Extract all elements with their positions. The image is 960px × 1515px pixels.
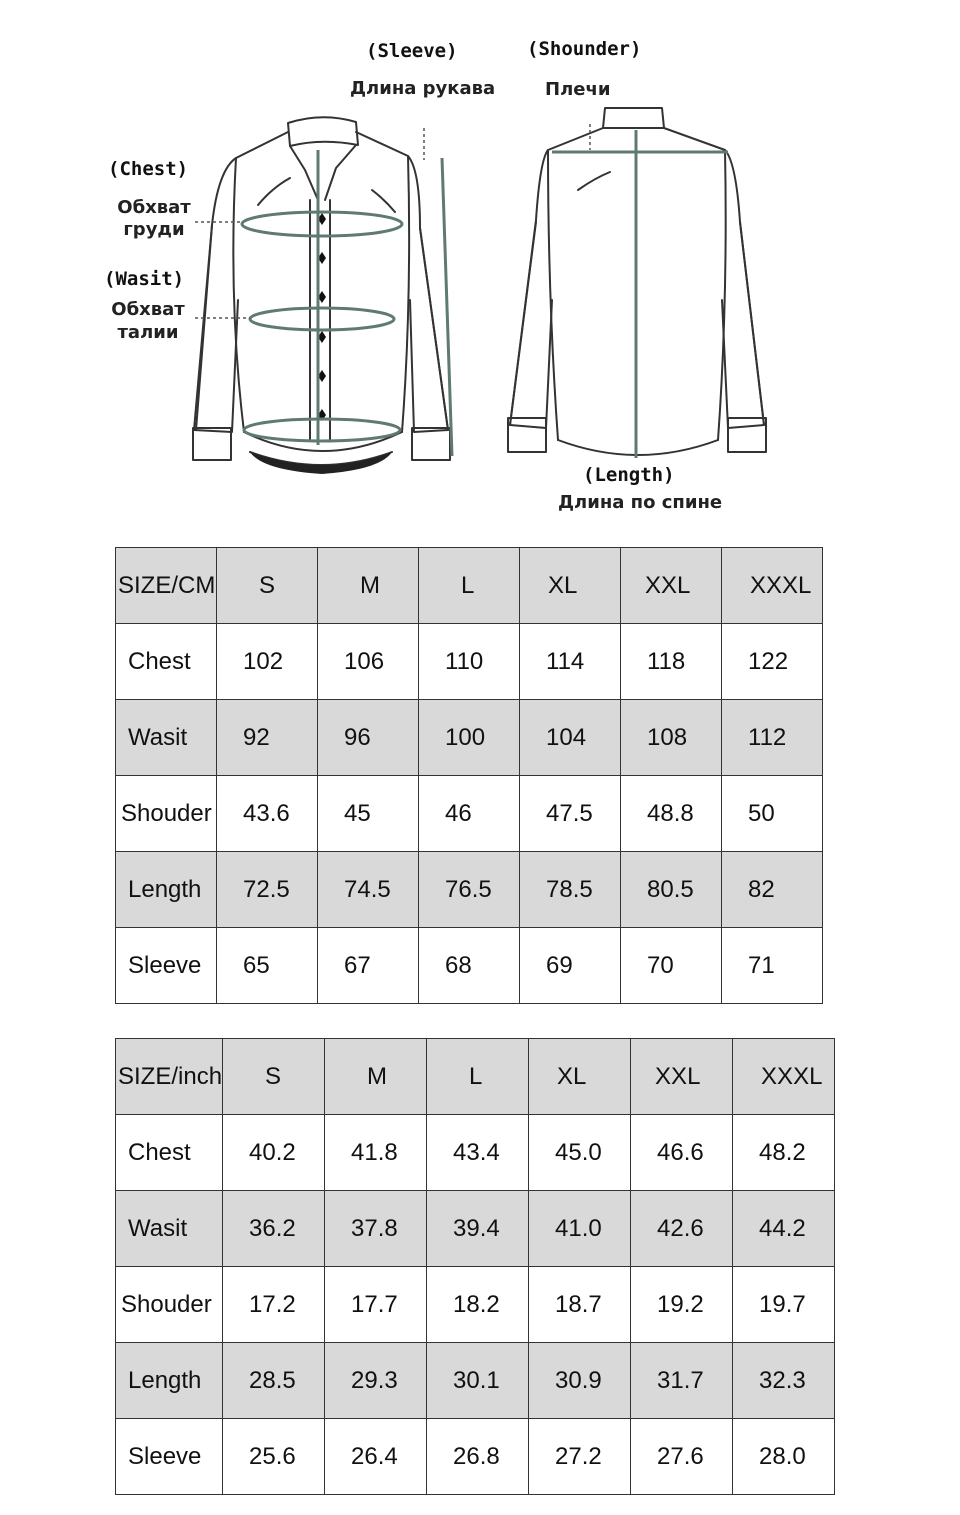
row-label: Sleeve [116, 1419, 223, 1495]
table-cell: 29.3 [325, 1343, 427, 1419]
table-cell: 50 [722, 776, 823, 852]
row-label: Length [116, 852, 217, 928]
chest-label-en: (Chest) [108, 158, 189, 180]
table-cell: 18.7 [529, 1267, 631, 1343]
table-cell: 25.6 [223, 1419, 325, 1495]
waist-label-en: (Wasit) [104, 268, 185, 290]
table-cell: 48.8 [621, 776, 722, 852]
table-cell: 47.5 [520, 776, 621, 852]
table-cell: 112 [722, 700, 823, 776]
size-table-cm [115, 547, 823, 1004]
row-label: Chest [116, 624, 217, 700]
table-cell: 74.5 [318, 852, 419, 928]
table-cell: 32.3 [733, 1343, 835, 1419]
header-cell: XL [529, 1039, 631, 1115]
header-cell: L [419, 548, 520, 624]
header-cell: XXXL [733, 1039, 835, 1115]
table-cell: 41.0 [529, 1191, 631, 1267]
table-cell: 70 [621, 928, 722, 1004]
row-label: Wasit [116, 700, 217, 776]
table-cell: 26.4 [325, 1419, 427, 1495]
table-cell: 82 [722, 852, 823, 928]
table-cell: 42.6 [631, 1191, 733, 1267]
table-cell: 118 [621, 624, 722, 700]
header-cell: XXL [631, 1039, 733, 1115]
table-cell: 43.6 [217, 776, 318, 852]
table-cell: 45.0 [529, 1115, 631, 1191]
row-label: Chest [116, 1115, 223, 1191]
size-table-inch [115, 1038, 835, 1495]
waist-label-ru-1: Обхват [111, 299, 185, 320]
table-cell: 108 [621, 700, 722, 776]
header-cell: M [318, 548, 419, 624]
shirt-tail-shading [250, 452, 392, 474]
table-cell: 45 [318, 776, 419, 852]
row-label: Wasit [116, 1191, 223, 1267]
table-cell: 69 [520, 928, 621, 1004]
table-header-row [116, 548, 823, 624]
table-row [116, 1343, 835, 1419]
pointer-lines [195, 124, 590, 318]
header-cell: SIZE/inch [116, 1039, 223, 1115]
table-cell: 122 [722, 624, 823, 700]
table-cell: 114 [520, 624, 621, 700]
header-cell: XL [520, 548, 621, 624]
table-cell: 37.8 [325, 1191, 427, 1267]
table-cell: 46.6 [631, 1115, 733, 1191]
table-cell: 46 [419, 776, 520, 852]
table-cell: 104 [520, 700, 621, 776]
table-row [116, 700, 823, 776]
table-cell: 80.5 [621, 852, 722, 928]
table-row [116, 1267, 835, 1343]
table-cell: 67 [318, 928, 419, 1004]
chest-label-ru-1: Обхват [117, 197, 191, 218]
table-cell: 31.7 [631, 1343, 733, 1419]
table-row [116, 852, 823, 928]
table-cell: 39.4 [427, 1191, 529, 1267]
table-cell: 92 [217, 700, 318, 776]
table-row [116, 1115, 835, 1191]
row-label: Length [116, 1343, 223, 1419]
table-cell: 100 [419, 700, 520, 776]
table-cell: 96 [318, 700, 419, 776]
table-cell: 72.5 [217, 852, 318, 928]
chest-label-ru-2: груди [123, 219, 185, 240]
table-cell: 78.5 [520, 852, 621, 928]
waist-label-ru-2: талии [117, 322, 179, 343]
table-cell: 106 [318, 624, 419, 700]
table-row [116, 776, 823, 852]
table-cell: 68 [419, 928, 520, 1004]
table-row [116, 1419, 835, 1495]
table-cell: 27.2 [529, 1419, 631, 1495]
table-cell: 30.1 [427, 1343, 529, 1419]
sleeve-label-ru: Длина рукава [350, 78, 496, 99]
row-label: Shouder [116, 1267, 223, 1343]
table-row [116, 928, 823, 1004]
table-cell: 17.7 [325, 1267, 427, 1343]
header-cell: XXXL [722, 548, 823, 624]
table-cell: 65 [217, 928, 318, 1004]
row-label: Shouder [116, 776, 217, 852]
shoulder-label-en: (Shounder) [527, 38, 642, 60]
table-row [116, 1191, 835, 1267]
table-row [116, 624, 823, 700]
length-label-en: (Length) [583, 464, 675, 486]
header-cell: S [217, 548, 318, 624]
table-cell: 43.4 [427, 1115, 529, 1191]
table-cell: 36.2 [223, 1191, 325, 1267]
header-cell: XXL [621, 548, 722, 624]
header-cell: S [223, 1039, 325, 1115]
table-cell: 44.2 [733, 1191, 835, 1267]
sleeve-label-en: (Sleeve) [366, 40, 458, 62]
table-cell: 30.9 [529, 1343, 631, 1419]
header-cell: M [325, 1039, 427, 1115]
table-cell: 28.5 [223, 1343, 325, 1419]
table-cell: 17.2 [223, 1267, 325, 1343]
row-label: Sleeve [116, 928, 217, 1004]
table-cell: 27.6 [631, 1419, 733, 1495]
table-cell: 28.0 [733, 1419, 835, 1495]
table-cell: 19.2 [631, 1267, 733, 1343]
length-label-ru: Длина по спине [558, 492, 723, 513]
shirt-measurement-diagram [0, 0, 960, 530]
table-cell: 18.2 [427, 1267, 529, 1343]
table-cell: 41.8 [325, 1115, 427, 1191]
header-cell: SIZE/CM [116, 548, 217, 624]
measurement-lines [242, 130, 728, 458]
shoulder-label-ru: Плечи [545, 79, 611, 100]
table-cell: 71 [722, 928, 823, 1004]
table-cell: 40.2 [223, 1115, 325, 1191]
table-cell: 19.7 [733, 1267, 835, 1343]
table-cell: 110 [419, 624, 520, 700]
table-cell: 48.2 [733, 1115, 835, 1191]
table-cell: 102 [217, 624, 318, 700]
table-cell: 76.5 [419, 852, 520, 928]
header-cell: L [427, 1039, 529, 1115]
table-header-row [116, 1039, 835, 1115]
table-cell: 26.8 [427, 1419, 529, 1495]
